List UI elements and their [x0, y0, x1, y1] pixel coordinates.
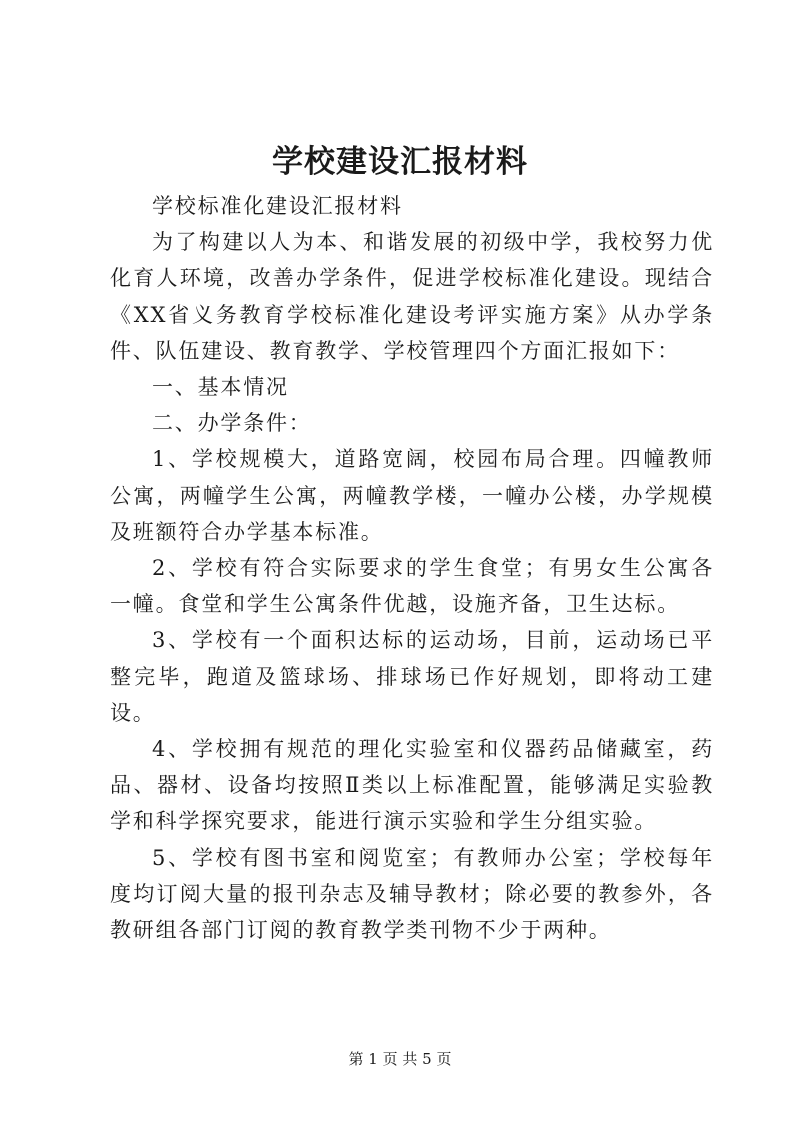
paragraph-item-3: 3、学校有一个面积达标的运动场，目前，运动场已平整完毕，跑道及篮球场、排球场已作好规划，即将动工建设。: [110, 628, 714, 725]
paragraph-item-2: 2、学校有符合实际要求的学生食堂；有男女生公寓各一幢。食堂和学生公寓条件优越，设施齐备，卫生达标。: [110, 556, 714, 617]
section-heading-basic-info: 一、基本情况: [152, 375, 289, 400]
section-heading-conditions: 二、办学条件：: [152, 411, 312, 436]
paragraph-subtitle: 学校标准化建设汇报材料: [152, 194, 403, 218]
page-footer: 第 1 页 共 5 页: [348, 1050, 452, 1068]
paragraph-item-5: 5、学校有图书室和阅览室；有教师办公室；学校每年度均订阅大量的报刊杂志及辅导教材；除必要的教参外，各教研组各部门订阅的教育教学类刊物不少于两种。: [110, 845, 714, 943]
paragraph-item-4: 4、学校拥有规范的理化实验室和仪器药品储藏室，药品、器材、设备均按照Ⅱ类以上标准配置，能够满足实验教学和科学探究要求，能进行演示实验和学生分组实验。: [110, 737, 714, 834]
document-title: 学校建设汇报材料: [272, 144, 528, 180]
paragraph-item-1: 1、学校规模大，道路宽阔，校园布局合理。四幢教师公寓，两幢学生公寓，两幢教学楼，一幢办公楼，办学规模及班额符合办学基本标准。: [110, 447, 714, 544]
paragraph-intro: 为了构建以人为本、和谐发展的初级中学，我校努力优化育人环境，改善办学条件，促进学校标准化建设。现结合《XX省义务教育学校标准化建设考评实施方案》从办学条件、队伍建设、教育教学、学校管理四个方面汇报如下：: [110, 230, 714, 363]
document-body: [110, 188, 714, 948]
